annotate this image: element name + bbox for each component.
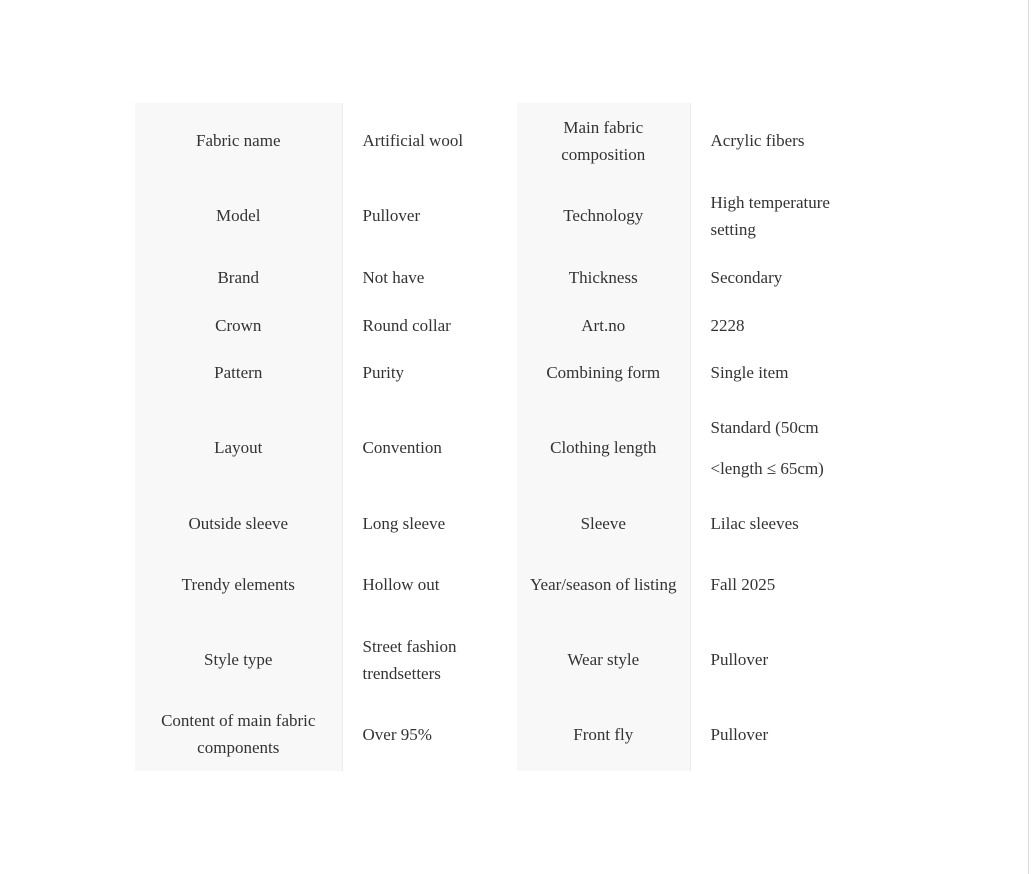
spec-label: Main fabric composition (517, 103, 690, 178)
table-row (135, 622, 865, 697)
spec-value: Lilac sleeves (710, 513, 799, 533)
page-edge-divider (1028, 0, 1029, 874)
spec-value: Convention (362, 438, 442, 457)
spec-value: Secondary (710, 267, 783, 287)
spec-label: Clothing length (517, 396, 690, 499)
spec-label: Layout (135, 396, 342, 499)
spec-label: Fabric name (135, 103, 342, 178)
spec-value: Pullover (362, 206, 421, 225)
spec-label: Trendy elements (135, 547, 342, 622)
spec-label: Pattern (135, 349, 342, 396)
table-row (135, 301, 865, 349)
spec-label: Style type (135, 622, 342, 697)
spec-value: Pullover (710, 650, 769, 669)
spec-value: Single item (710, 363, 789, 382)
spec-label: Content of main fabric components (135, 697, 342, 771)
spec-value: Street fashion trendsetters (362, 636, 457, 683)
spec-label: Outside sleeve (135, 499, 342, 547)
spec-label: Model (135, 178, 342, 253)
table-row (135, 253, 865, 301)
spec-value: Fall 2025 (710, 575, 776, 594)
spec-value: Long sleeve (362, 513, 446, 533)
spec-value: Over 95% (362, 724, 432, 744)
spec-label: Thickness (517, 253, 690, 301)
spec-value: Hollow out (362, 575, 440, 594)
spec-label: Sleeve (517, 499, 690, 547)
spec-label: Combining form (517, 349, 690, 396)
spec-label: Year/season of listing (517, 547, 690, 622)
table-row (135, 396, 865, 499)
spec-label: Wear style (517, 622, 690, 697)
spec-label: Art.no (517, 301, 690, 349)
spec-value: 2228 (710, 315, 745, 335)
table-row (135, 103, 865, 178)
spec-label: Brand (135, 253, 342, 301)
spec-label: Crown (135, 301, 342, 349)
spec-value: Purity (362, 363, 405, 382)
spec-value: High temperature setting (710, 192, 830, 239)
table-row (135, 499, 865, 547)
table-row (135, 547, 865, 622)
spec-value: Round collar (362, 315, 451, 335)
spec-label: Technology (517, 178, 690, 253)
spec-value: Artificial wool (362, 131, 464, 150)
table-row (135, 178, 865, 253)
table-row (135, 349, 865, 396)
spec-label: Front fly (517, 697, 690, 771)
spec-value: Pullover (710, 724, 769, 744)
spec-value: Acrylic fibers (710, 131, 805, 150)
spec-value: Standard (50cm <length ≤ 65cm) (710, 417, 824, 478)
spec-value: Not have (362, 267, 425, 287)
product-spec-table (135, 103, 865, 771)
table-row (135, 697, 865, 771)
